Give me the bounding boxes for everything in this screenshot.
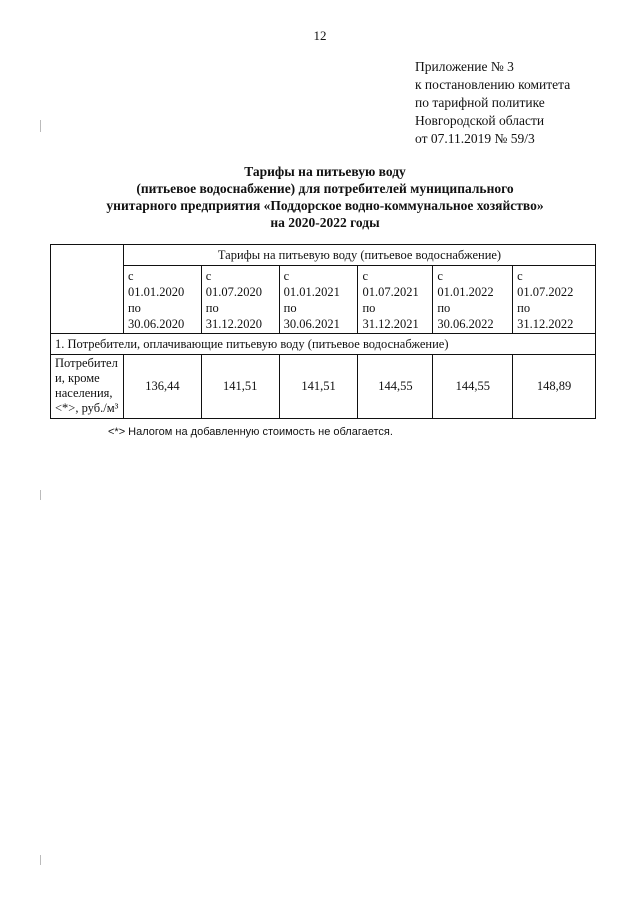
- consumer-label-line: населения,: [55, 386, 113, 400]
- period-from: 01.07.2022: [517, 285, 574, 299]
- tariff-value: 144,55: [358, 355, 433, 419]
- period-from: 01.01.2022: [437, 285, 494, 299]
- period-po: по: [283, 301, 297, 315]
- period-po: по: [437, 301, 451, 315]
- section-row: [51, 334, 596, 355]
- scan-margin-mark: [40, 490, 41, 500]
- document-title: [50, 163, 600, 231]
- consumer-label-line: Потребител: [55, 356, 118, 370]
- page-number: 12: [313, 28, 327, 43]
- period-to: 31.12.2021: [362, 317, 419, 331]
- period-po: по: [517, 301, 531, 315]
- period-c: с: [127, 269, 134, 283]
- tariff-value: 136,44: [123, 355, 201, 419]
- group-header: Тарифы на питьевую воду (питьевое водоснабжение): [123, 245, 595, 266]
- title-line: (питьевое водоснабжение) для потребителей муниципального: [136, 181, 514, 196]
- period-row: [51, 266, 596, 334]
- scan-margin-mark: [40, 120, 41, 132]
- period-to: 30.06.2022: [437, 317, 494, 331]
- scan-margin-mark: [40, 855, 41, 865]
- appendix-line: по тарифной политике: [415, 95, 545, 110]
- period-po: по: [362, 301, 376, 315]
- title-line: унитарного предприятия «Поддорское водно-коммунальное хозяйство»: [106, 198, 544, 213]
- tariff-value: 141,51: [279, 355, 358, 419]
- table-header-row: [51, 245, 596, 266]
- appendix-line: от 07.11.2019 № 59/3: [415, 131, 535, 146]
- footnote: <*> Налогом на добавленную стоимость не облагается.: [108, 426, 393, 438]
- appendix-block: [415, 58, 570, 148]
- tariff-value: 148,89: [513, 355, 596, 419]
- consumer-label-line: <*>, руб./м³: [55, 401, 119, 415]
- period-po: по: [127, 301, 141, 315]
- period-from: 01.07.2020: [205, 285, 263, 299]
- tariff-table: [50, 244, 596, 419]
- title-line: Тарифы на питьевую воду: [244, 164, 406, 179]
- tariff-value: 144,55: [433, 355, 513, 419]
- period-c: с: [283, 269, 290, 283]
- consumer-label-line: и, кроме: [55, 371, 100, 385]
- title-line: на 2020-2022 годы: [270, 215, 380, 230]
- table-corner-cell: [51, 245, 124, 334]
- period-to: 30.06.2021: [283, 317, 340, 331]
- period-to: 31.12.2020: [205, 317, 263, 331]
- period-header: [201, 266, 279, 334]
- section-label: 1. Потребители, оплачивающие питьевую воду (питьевое водоснабжение): [51, 334, 596, 355]
- period-c: с: [517, 269, 523, 283]
- period-c: с: [205, 269, 212, 283]
- period-to: 30.06.2020: [127, 317, 185, 331]
- period-header: [123, 266, 201, 334]
- period-po: по: [205, 301, 219, 315]
- period-header: [513, 266, 596, 334]
- appendix-line: Приложение № 3: [415, 59, 514, 74]
- period-c: с: [362, 269, 369, 283]
- period-from: 01.07.2021: [362, 285, 419, 299]
- period-to: 31.12.2022: [517, 317, 574, 331]
- period-from: 01.01.2021: [283, 285, 340, 299]
- period-header: [279, 266, 358, 334]
- consumer-label: [51, 355, 124, 419]
- period-c: с: [437, 269, 443, 283]
- table-row: [51, 355, 596, 419]
- period-from: 01.01.2020: [127, 285, 185, 299]
- period-header: [433, 266, 513, 334]
- appendix-line: Новгородской области: [415, 113, 545, 128]
- tariff-value: 141,51: [201, 355, 279, 419]
- period-header: [358, 266, 433, 334]
- appendix-line: к постановлению комитета: [415, 77, 571, 92]
